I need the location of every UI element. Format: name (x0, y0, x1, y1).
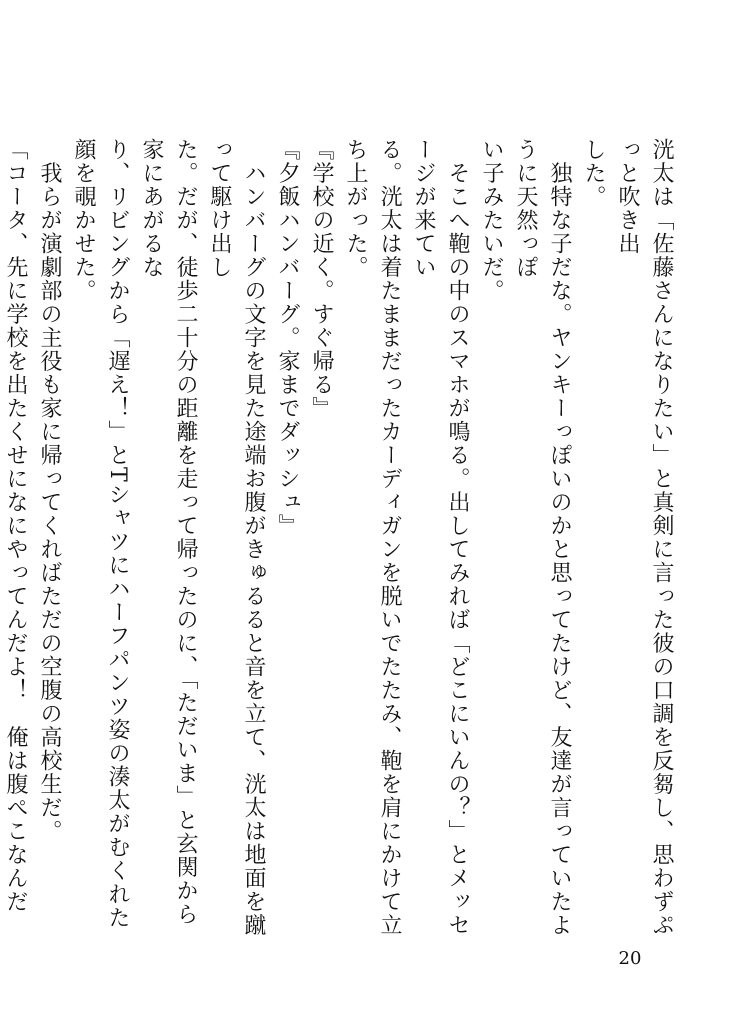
text-line: 独特な子だな。ヤンキーっぽいのかと思ってたけど、友達が言っていたように天然っぽ (513, 138, 572, 937)
text-line: 『夕飯ハンバーグ。家までダッシュ』 (275, 138, 300, 538)
text-line: る。洸太は着たままだったカーディガンを脱いでたたみ、鞄を肩にかけて立ち上がった。 (343, 138, 402, 937)
text-line: 「コータ、先に学校を出たくせになにやってんだよ！ 俺は腹ぺこなんだ (3, 138, 28, 914)
text-line: い子みたいだ。 (479, 138, 504, 303)
vertical-text-body (3, 138, 678, 938)
text-line: 洸太は「佐藤さんになりたい」と真剣に言った彼の口調を反芻し、思わずぷっと吹き出 (615, 138, 674, 937)
text-line: した。 (581, 138, 606, 209)
text-line: 『学校の近く。すぐ帰る』 (309, 138, 334, 420)
text-line: 我らが演劇部の主役も家に帰ってくればただの空腹の高校生だ。 (37, 138, 62, 843)
page-number: 20 (618, 948, 642, 969)
text-line: り、リビングから「遅え！」とTシャツにハーフパンツ姿の湊太がむくれた顔を覗かせた。 (71, 138, 130, 930)
text-line: た。だが、徒歩二十分の距離を走って帰ったのに、「ただいま」と玄関から家にあがるな (139, 138, 198, 926)
text-line: そこへ鞄の中のスマホが鳴る。出してみれば「どこにいんの？」とメッセージが来てい (411, 138, 470, 937)
text-line: ハンバーグの文字を見た途端お腹がきゅるると音を立て、洸太は地面を蹴って駆け出し (207, 138, 266, 937)
